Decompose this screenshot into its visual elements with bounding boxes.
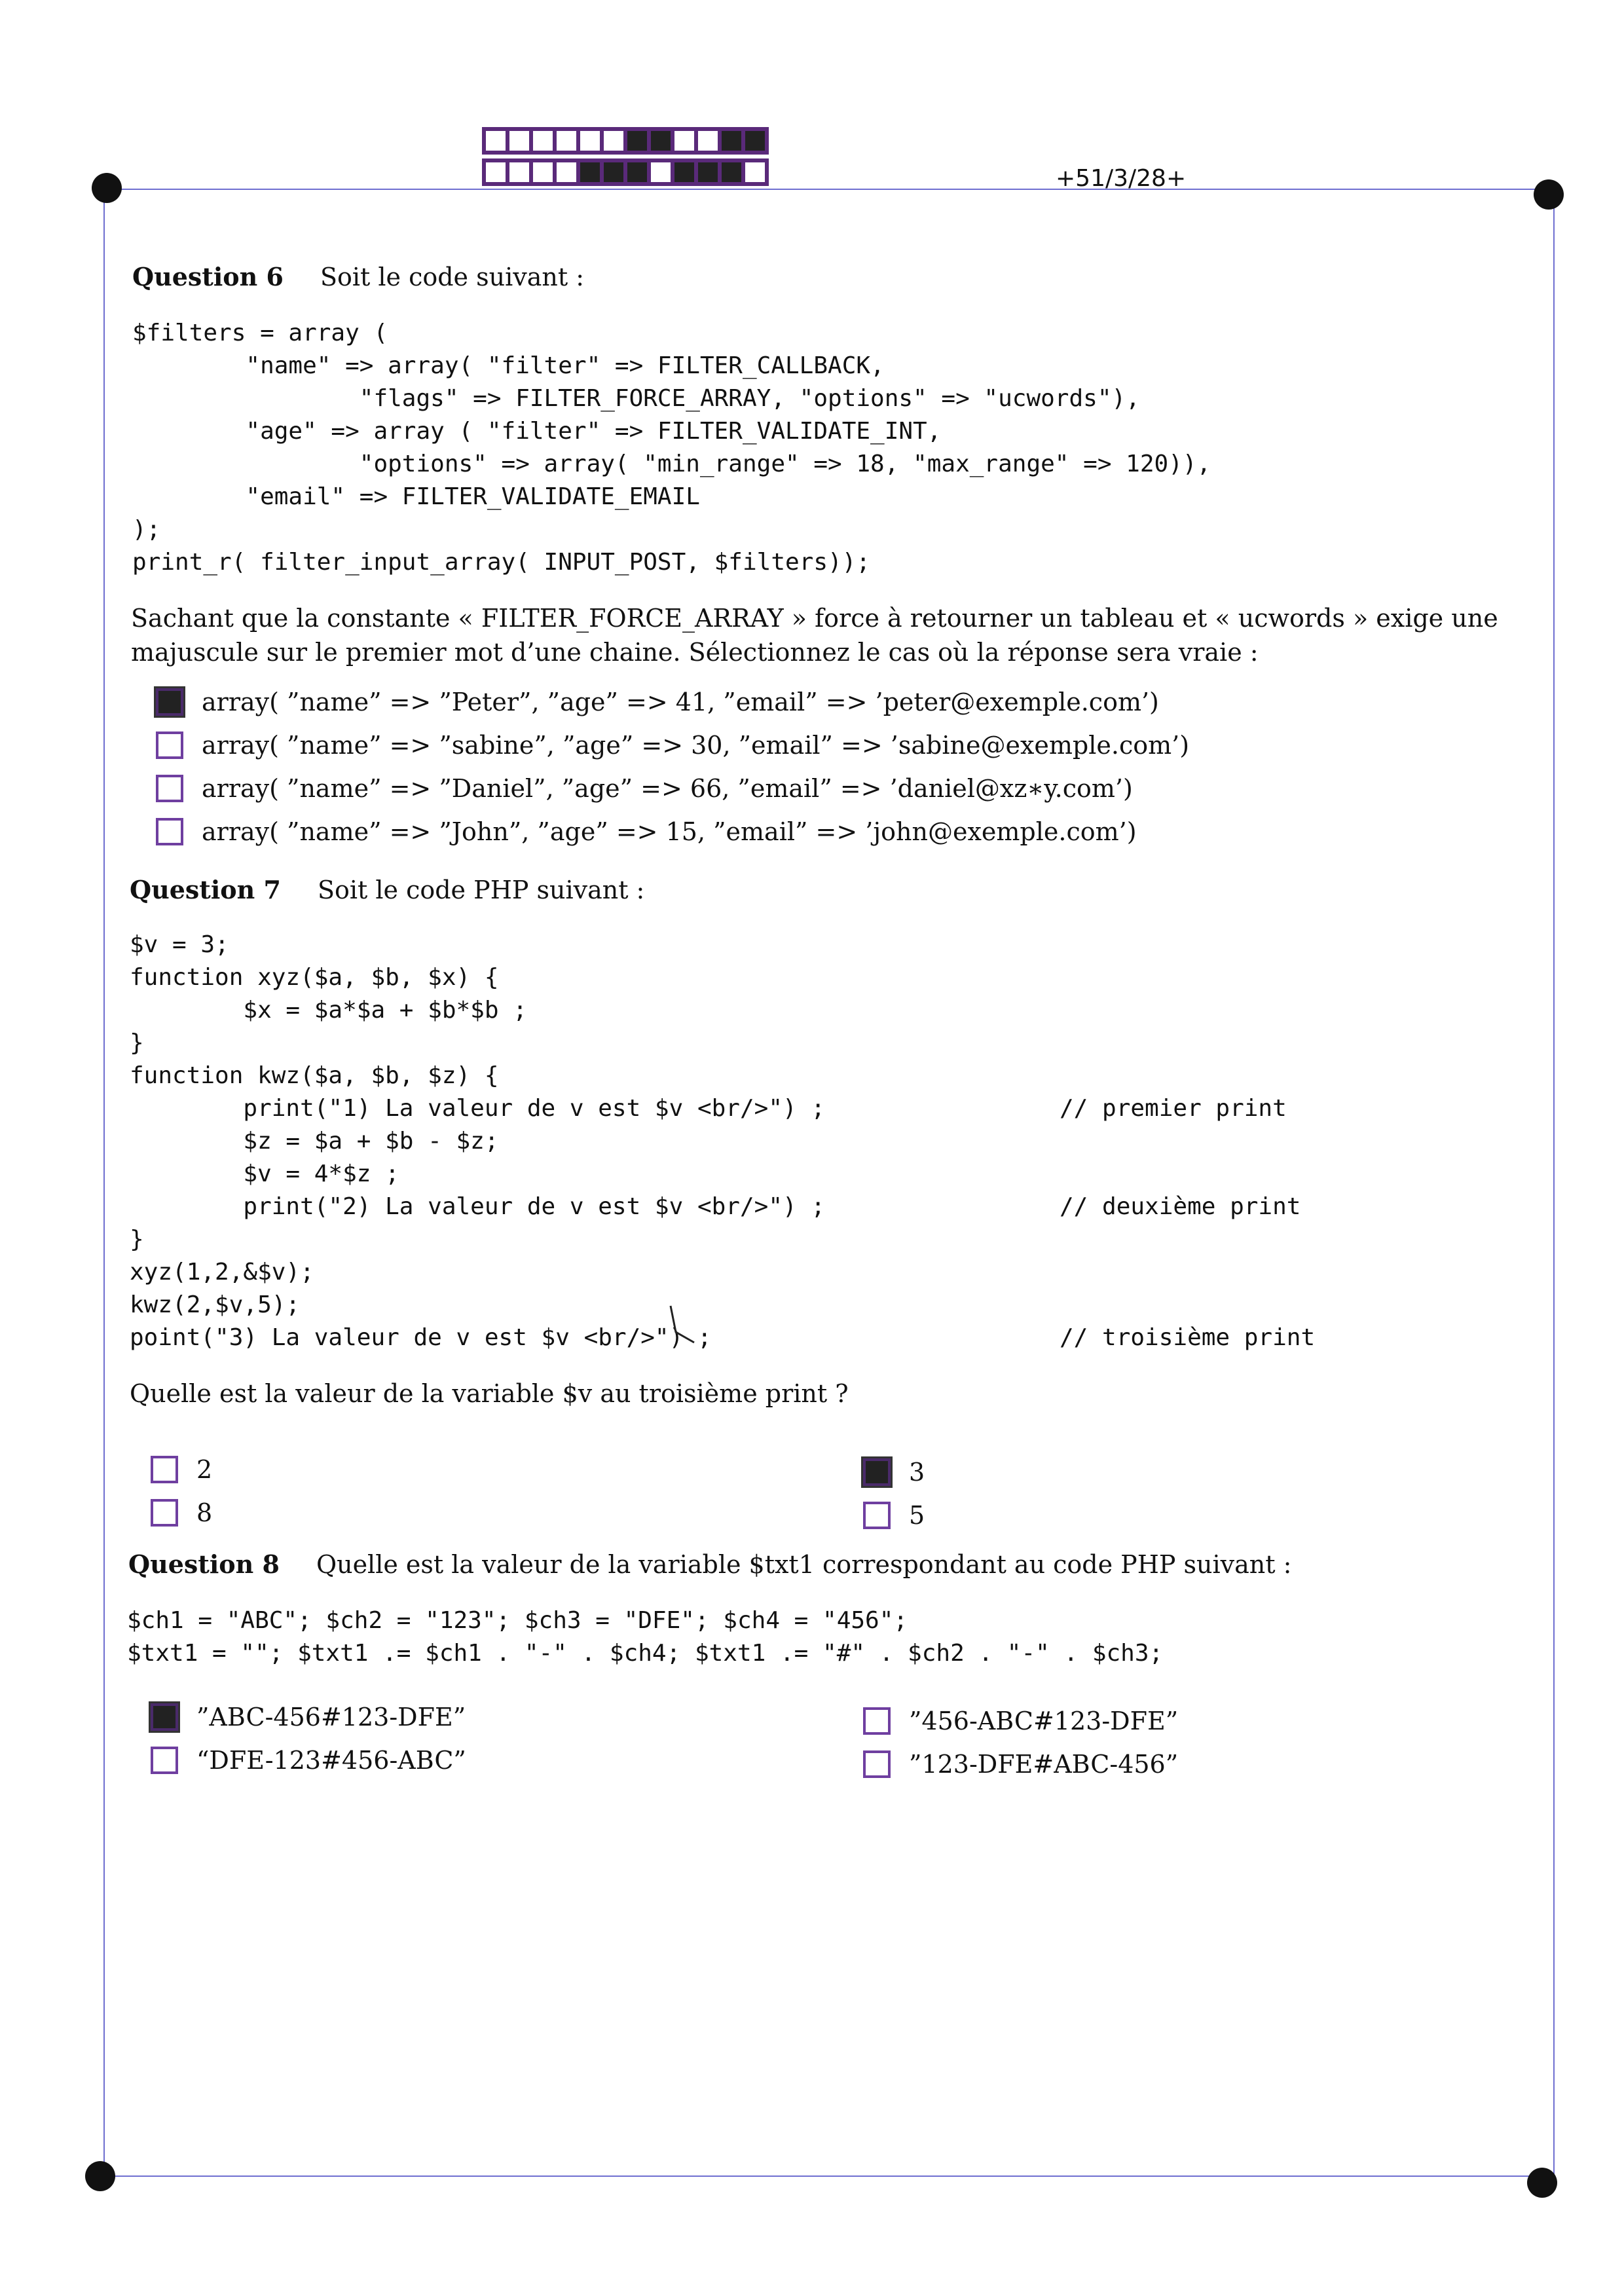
checkbox[interactable] [156,818,183,845]
binary-code-bar-bottom [482,158,769,186]
binary-code-bar-top [482,127,769,155]
corner-marker-bottom-right [1527,2168,1557,2198]
checkbox[interactable] [151,1703,178,1731]
question-8-header [128,1549,1291,1579]
comment-deuxieme-print: // deuxième print [1060,1193,1301,1220]
question-6-label: Question 6 [132,262,284,291]
option-label: 3 [909,1458,925,1487]
checkbox[interactable] [863,1707,891,1735]
question-7-question: Quelle est la valeur de la variable $v au troisième print ? [130,1379,849,1408]
question-8-intro: Quelle est la valeur de la variable $txt1 correspondant au code PHP suivant : [316,1550,1292,1579]
question-7-code: $v = 3; function xyz($a, $b, $x) { $x = $a*$a + $b*$b ; } function kwz($a, $b, $z) { print("1) La valeur de v est $v <br/>") ; $z = $a + $b - $z; $v = 4*$z ; print("2) La valeur de v est $v <br/>") ; } xyz(1,2,&$v); kwz(2,$v,5); point("3) La valeur de v est $v <br/>") ; [130,931,826,1351]
checkbox[interactable] [863,1750,891,1778]
question-6-option-4[interactable] [156,817,1137,846]
pen-stroke [661,1303,701,1349]
question-8-option-dfe-123[interactable] [151,1746,466,1775]
option-label: 2 [196,1455,213,1484]
page-id: +51/3/28+ [1056,165,1187,192]
checkbox[interactable] [156,731,183,759]
option-label: ”ABC-456#123-DFE” [196,1703,466,1731]
option-label: ”123-DFE#ABC-456” [909,1750,1179,1779]
question-6-intro: Soit le code suivant : [320,263,585,291]
question-8-option-456-abc[interactable] [863,1707,1178,1735]
checkbox[interactable] [156,775,183,802]
option-label: array( ”name” => ”John”, ”age” => 15, ”email” => ’john@exemple.com’) [202,817,1137,846]
question-7-intro: Soit le code PHP suivant : [317,876,645,904]
question-7-header [130,875,644,904]
question-8-option-abc-456[interactable] [151,1703,466,1731]
option-label: 5 [909,1501,925,1530]
question-7-option-8[interactable] [151,1498,212,1527]
option-label: “DFE-123#456-ABC” [196,1746,466,1775]
corner-marker-bottom-left [85,2161,115,2191]
checkbox[interactable] [151,1499,178,1527]
question-6-option-3[interactable] [156,774,1133,803]
question-6-header [132,262,584,291]
option-label: 8 [196,1498,213,1527]
question-6-option-1[interactable] [156,688,1159,716]
comment-troisieme-print: // troisième print [1060,1324,1316,1351]
option-label: array( ”name” => ”sabine”, ”age” => 30, ”email” => ’sabine@exemple.com’) [202,731,1190,760]
question-8-label: Question 8 [128,1549,280,1579]
question-6-option-2[interactable] [156,731,1189,760]
checkbox[interactable] [151,1747,178,1774]
option-label: ”456-ABC#123-DFE” [909,1707,1179,1735]
corner-marker-top-right [1534,179,1564,210]
question-7-option-2[interactable] [151,1455,212,1484]
corner-marker-top-left [92,173,122,203]
comment-premier-print: // premier print [1060,1095,1287,1122]
checkbox[interactable] [863,1502,891,1529]
checkbox[interactable] [156,688,183,716]
question-7-label: Question 7 [130,875,281,904]
question-7-option-5[interactable] [863,1501,925,1530]
question-6-text: Sachant que la constante « FILTER_FORCE_ARRAY » force à retourner un tableau et « ucwords » exige une majuscule sur le premier mot d’une chaine. Sélectionnez le cas où la réponse sera vraie : [131,604,1498,667]
question-8-code: $ch1 = "ABC"; $ch2 = "123"; $ch3 = "DFE"; $ch4 = "456"; $txt1 = ""; $txt1 .= $ch1 . "-" . $ch4; $txt1 .= "#" . $ch2 . "-" . $ch3; [127,1607,1164,1667]
question-8-option-123-dfe[interactable] [863,1750,1178,1779]
checkbox[interactable] [151,1456,178,1483]
checkbox[interactable] [863,1458,891,1486]
option-label: array( ”name” => ”Peter”, ”age” => 41, ”email” => ’peter@exemple.com’) [202,688,1159,716]
question-6-code: $filters = array ( "name" => array( "filter" => FILTER_CALLBACK, "flags" => FILTER_FORCE_ARRAY, "options" => "ucwords"), "age" => array ( "filter" => FILTER_VALIDATE_INT, "options" => array( "min_range" => 18, "max_range" => 120)), "email" => FILTER_VALIDATE_EMAIL ); print_r( filter_input_array( INPUT_POST, $filters)); [132,320,1211,576]
option-label: array( ”name” => ”Daniel”, ”age” => 66, ”email” => ’daniel@xz∗y.com’) [202,774,1133,803]
question-7-option-3[interactable] [863,1458,925,1487]
